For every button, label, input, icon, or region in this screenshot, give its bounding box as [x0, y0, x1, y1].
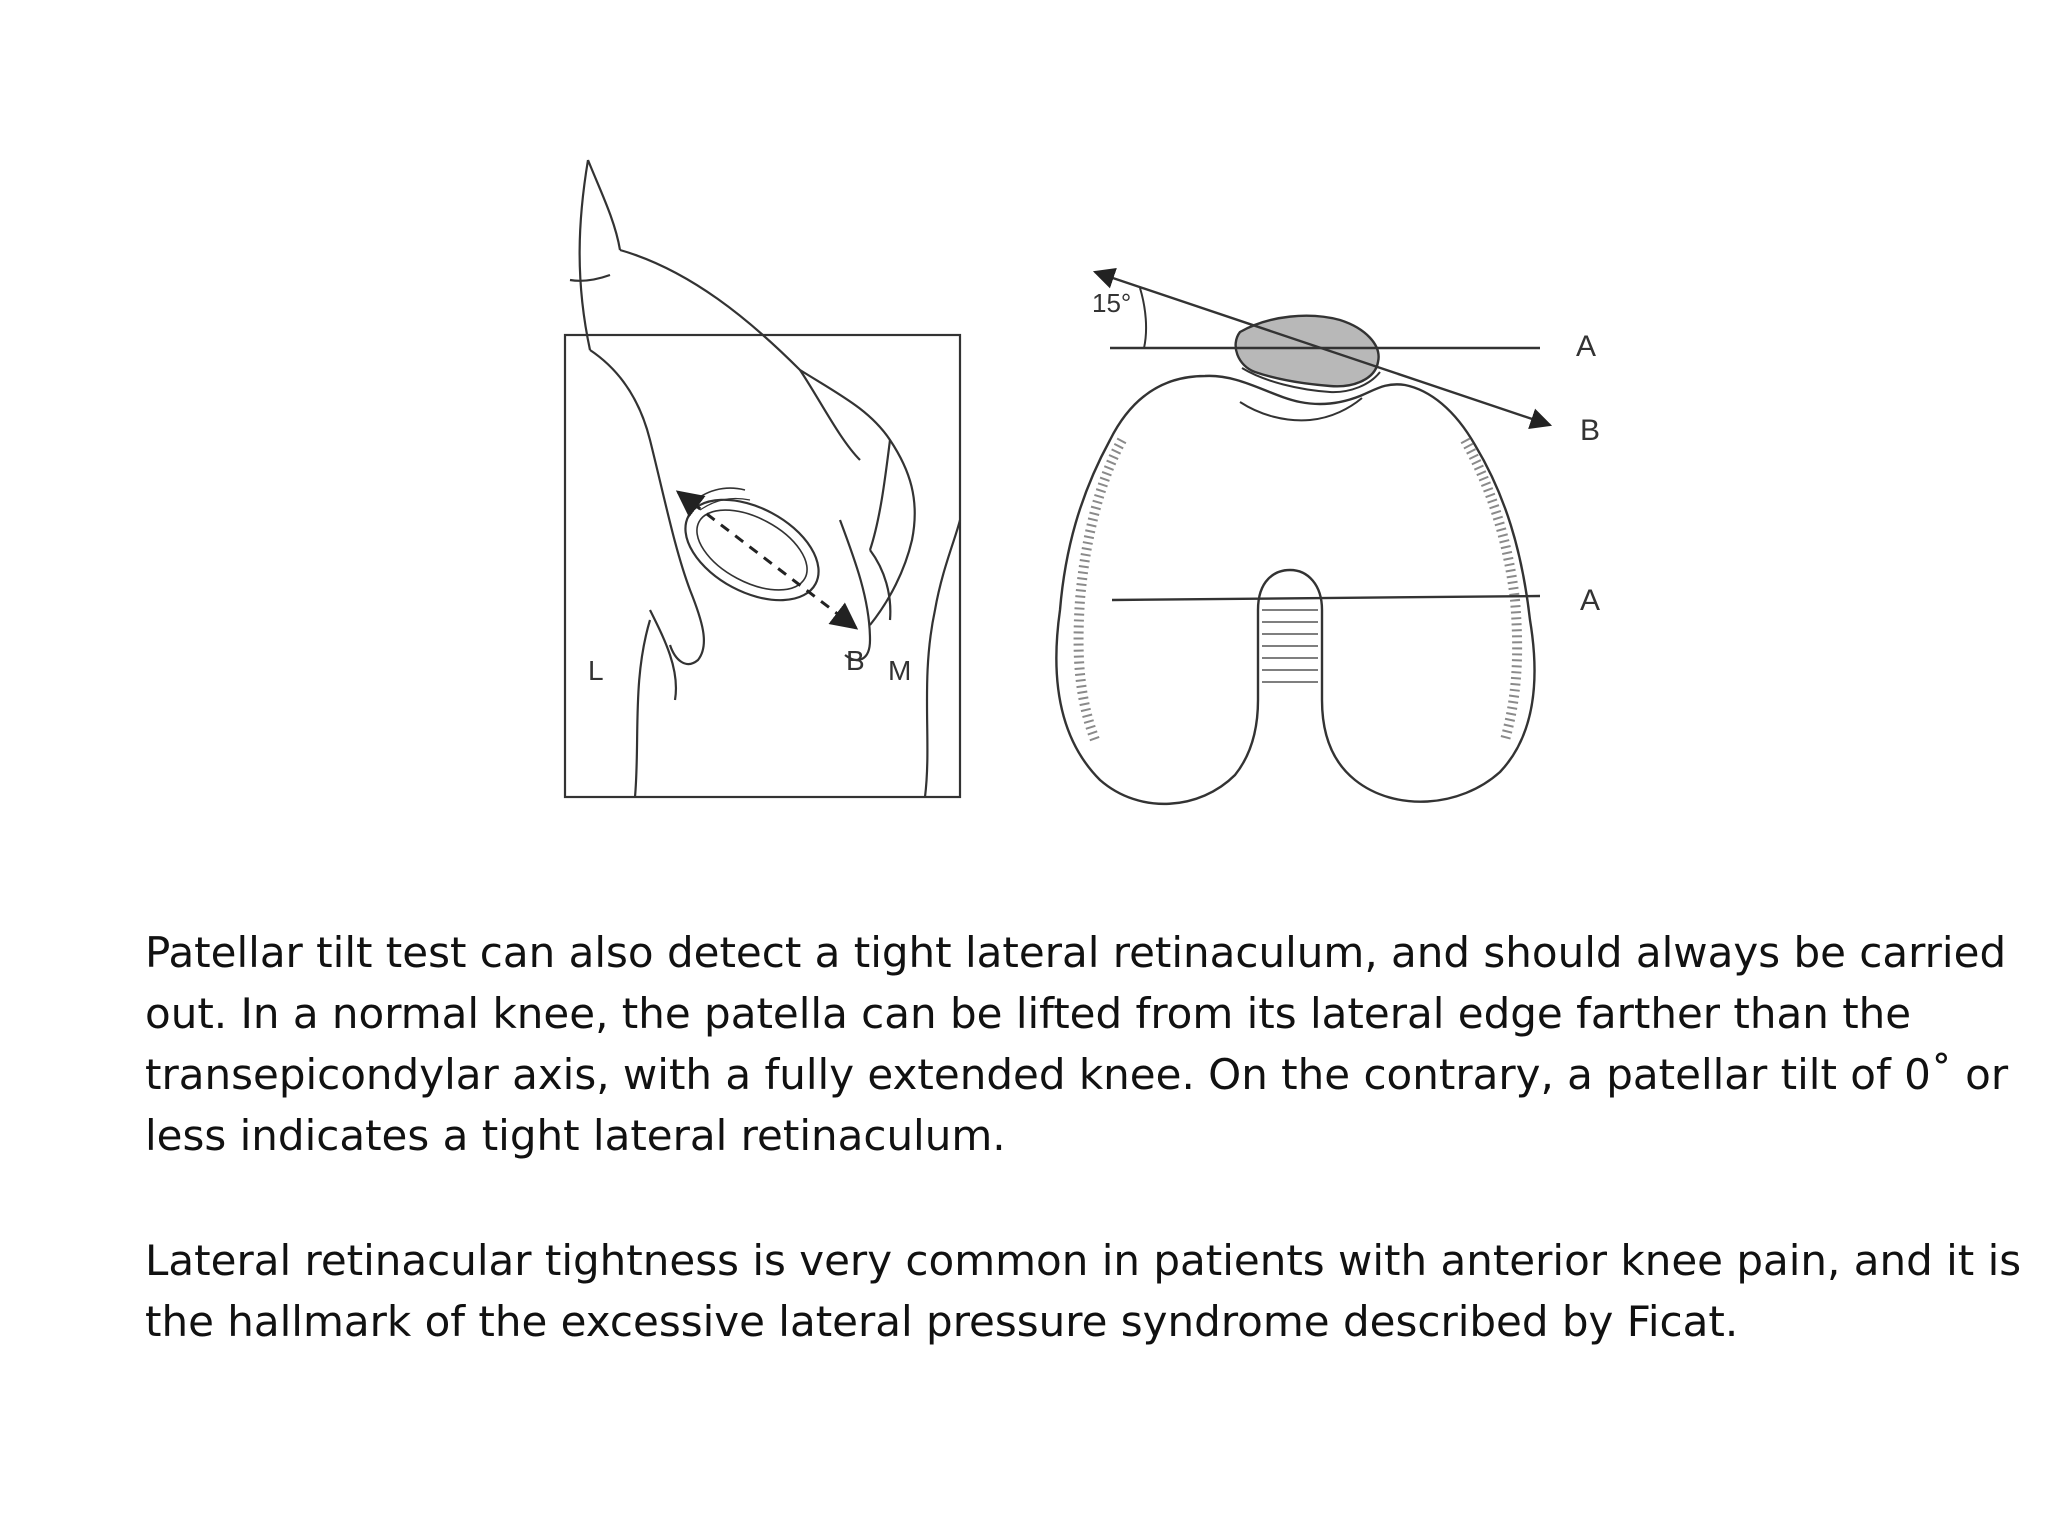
label-a-top: A: [1576, 330, 1597, 363]
body-text: [145, 922, 2025, 1416]
figure-svg: [540, 140, 1620, 820]
label-lateral: L: [588, 655, 604, 686]
label-a-bottom: A: [1580, 584, 1601, 617]
angle-label: 15°: [1092, 288, 1132, 318]
femur-outline: [1056, 376, 1534, 804]
label-medial: M: [888, 655, 912, 686]
right-panel-drawing: [1056, 272, 1550, 804]
patellar-tilt-figure: [540, 140, 1620, 820]
paragraph-lateral-retinacular-tightness: Lateral retinacular tightness is very common in patients with anterior knee pain, and it is the hallmark of the excessive lateral pressure syndrome described by Ficat.: [145, 1236, 2022, 1346]
label-b-right: B: [1580, 414, 1601, 447]
left-panel-drawing: [565, 160, 960, 797]
intercondylar-hatching: [1262, 610, 1318, 682]
angle-arc: [1140, 288, 1146, 348]
wrist-edge: [580, 160, 590, 350]
cuff-line: [588, 160, 620, 250]
paragraph-patellar-tilt-test: Patellar tilt test can also detect a tight lateral retinaculum, and should always be carried out. In a normal knee, the patella can be lifted from its lateral edge farther than the transepicondylar axis, with a fully extended knee. On the contrary, a patellar tilt of 0˚ or less indicates a tight lateral retinaculum.: [145, 928, 2009, 1160]
label-b-left: B: [846, 645, 865, 676]
